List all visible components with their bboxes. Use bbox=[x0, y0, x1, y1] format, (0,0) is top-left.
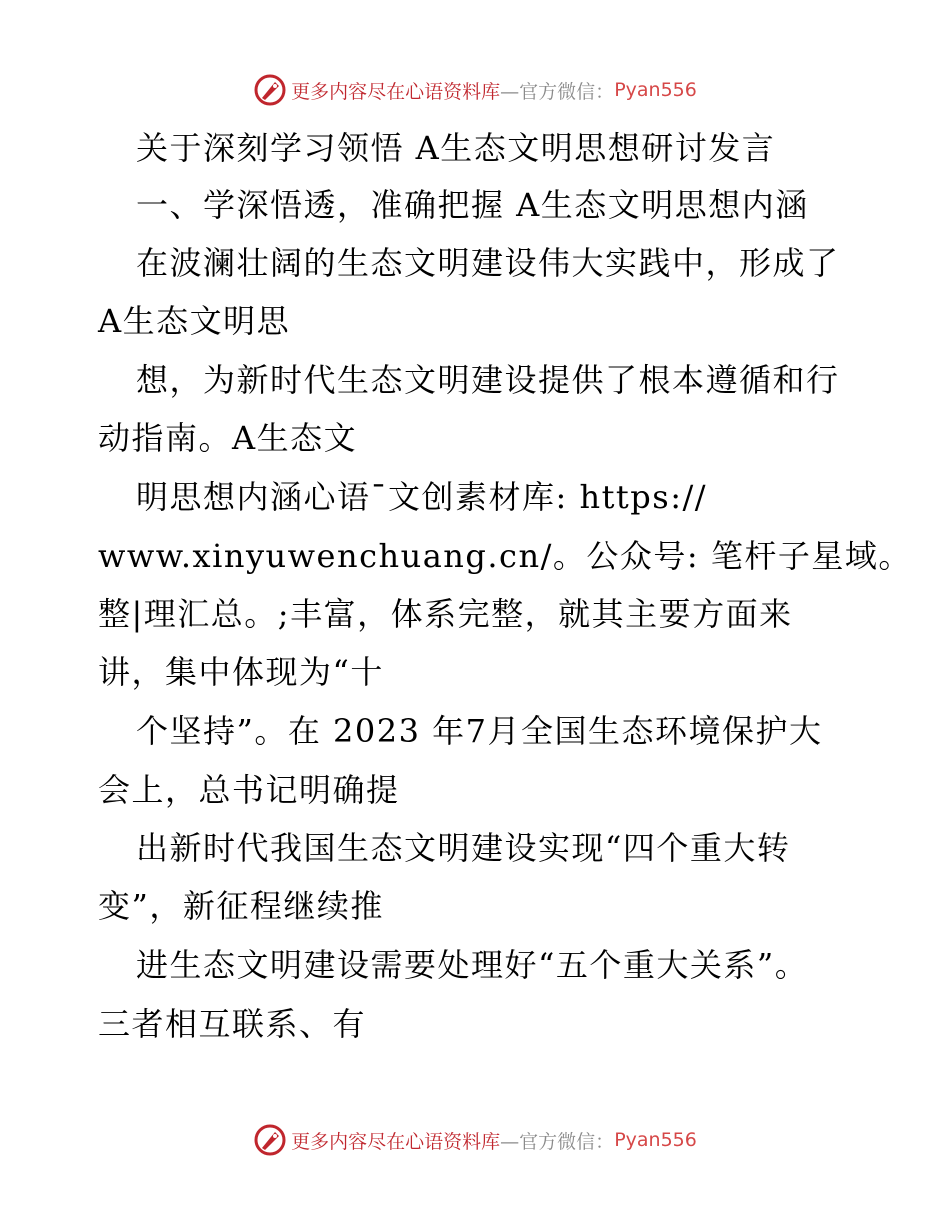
paragraph-line: 变”，新征程继续推 bbox=[98, 887, 384, 925]
pen-nib-circle-icon bbox=[253, 73, 287, 107]
banner-site-name: 更多内容尽在心语资料库 bbox=[291, 1130, 501, 1153]
paragraph-line: 讲，集中体现为“十 bbox=[98, 653, 384, 691]
banner-wechat-id: Pyan556 bbox=[614, 1129, 697, 1151]
paragraph-line: 动指南。A生态文 bbox=[98, 419, 358, 457]
banner-wechat-id: Pyan556 bbox=[614, 79, 697, 101]
header-banner bbox=[0, 70, 950, 110]
paragraph-line: 会上，总书记明确提 bbox=[98, 771, 400, 809]
document-title: 关于深刻学习领悟 A生态文明思想研讨发言 bbox=[136, 129, 776, 167]
footer-banner bbox=[0, 1120, 950, 1160]
pen-nib-circle-icon bbox=[253, 1123, 287, 1157]
paragraph-line: 明思想内涵心语¯文创素材库: https:// bbox=[136, 478, 708, 516]
banner-wechat-label: —官方微信： bbox=[500, 80, 615, 103]
paragraph-line: 想，为新时代生态文明建设提供了根本遵循和行 bbox=[136, 361, 840, 399]
paragraph-line: 整|理汇总。;丰富，体系完整，就其主要方面来 bbox=[98, 595, 793, 633]
banner-wechat-label: —官方微信： bbox=[500, 1130, 615, 1153]
paragraph-line: 进生态文明建设需要处理好“五个重大关系”。 bbox=[136, 946, 809, 984]
paragraph-line: 个坚持”。在 2023 年7月全国生态环境保护大 bbox=[136, 712, 823, 750]
paragraph-line: 出新时代我国生态文明建设实现“四个重大转 bbox=[136, 829, 791, 867]
section-heading: 一、学深悟透，准确把握 A生态文明思想内涵 bbox=[136, 186, 809, 224]
paragraph-line: 三者相互联系、有 bbox=[98, 1005, 367, 1043]
banner-site-name: 更多内容尽在心语资料库 bbox=[291, 80, 501, 103]
paragraph-line: www.xinyuwenchuang.cn/。公众号: 笔杆子星域。 bbox=[98, 537, 912, 575]
paragraph-line: A生态文明思 bbox=[98, 302, 291, 340]
paragraph-line: 在波澜壮阔的生态文明建设伟大实践中，形成了 bbox=[136, 244, 840, 282]
